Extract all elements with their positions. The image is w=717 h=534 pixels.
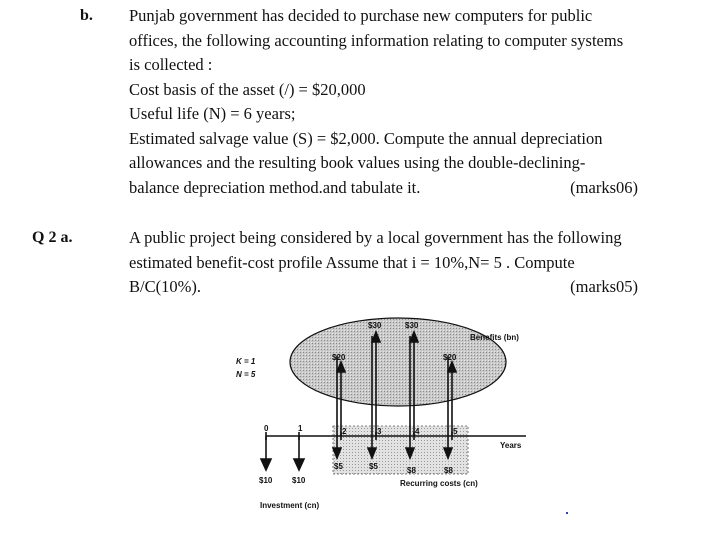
q2a-marks: (marks05) [570, 277, 638, 296]
investment-1: $10 [292, 476, 306, 485]
part-b-label: b. [80, 7, 93, 24]
part-b-line: is collected : [129, 55, 213, 74]
part-b-marks: (marks06) [570, 177, 638, 197]
year-4: 4 [415, 427, 420, 436]
benefit-label-2: $20 [332, 353, 346, 362]
benefit-label-5: $20 [443, 353, 457, 362]
part-b-line: Useful life (N) = 6 years; [129, 104, 296, 123]
investment-title: Investment (cn) [260, 501, 320, 510]
recurring-cost-3: $5 [369, 462, 378, 471]
q2a-line: B/C(10%). [129, 277, 201, 296]
year-0: 0 [264, 424, 269, 433]
year-2: 2 [342, 427, 347, 436]
investment-arrowhead-0 [261, 459, 271, 470]
years-title: Years [500, 441, 522, 450]
investment-0: $10 [259, 476, 273, 485]
benefits-title: Benefits (bn) [470, 333, 519, 342]
part-b-line: allowances and the resulting book values using the double-declining- [129, 153, 586, 172]
year-5: 5 [453, 427, 458, 436]
part-b-line: Punjab government has decided to purchase new computers for public [129, 6, 593, 25]
part-b-line: balance depreciation method.and tabulate it. [129, 177, 421, 197]
q2a-label: Q 2 a. [32, 229, 73, 246]
part-b-line: Estimated salvage value (S) = $2,000. Compute the annual depreciation [129, 128, 603, 148]
year-1: 1 [298, 424, 303, 433]
part-b-question [129, 4, 704, 200]
recurring-costs-title: Recurring costs (cn) [400, 479, 478, 488]
year-3: 3 [377, 427, 382, 436]
investment-arrowhead-1 [294, 459, 304, 470]
recurring-cost-2: $5 [334, 462, 343, 471]
benefit-label-3: $30 [368, 321, 382, 330]
stray-dot [566, 512, 568, 514]
part-b-line: offices, the following accounting information relating to computer systems [129, 30, 624, 50]
part-b-line: Cost basis of the asset (/) = $20,000 [129, 79, 366, 99]
cash-flow-diagram [228, 316, 548, 516]
recurring-cost-4: $8 [407, 466, 416, 475]
benefit-label-4: $30 [405, 321, 419, 330]
q2a-line: A public project being considered by a local government has the following [129, 228, 622, 247]
param-k: K = 1 [236, 357, 256, 366]
q2a-question [129, 226, 704, 300]
benefits-region [290, 318, 506, 406]
q2a-line: estimated benefit-cost profile Assume that i = 10%,N= 5 . Compute [129, 252, 575, 272]
recurring-cost-5: $8 [444, 466, 453, 475]
param-n: N = 5 [236, 370, 256, 379]
